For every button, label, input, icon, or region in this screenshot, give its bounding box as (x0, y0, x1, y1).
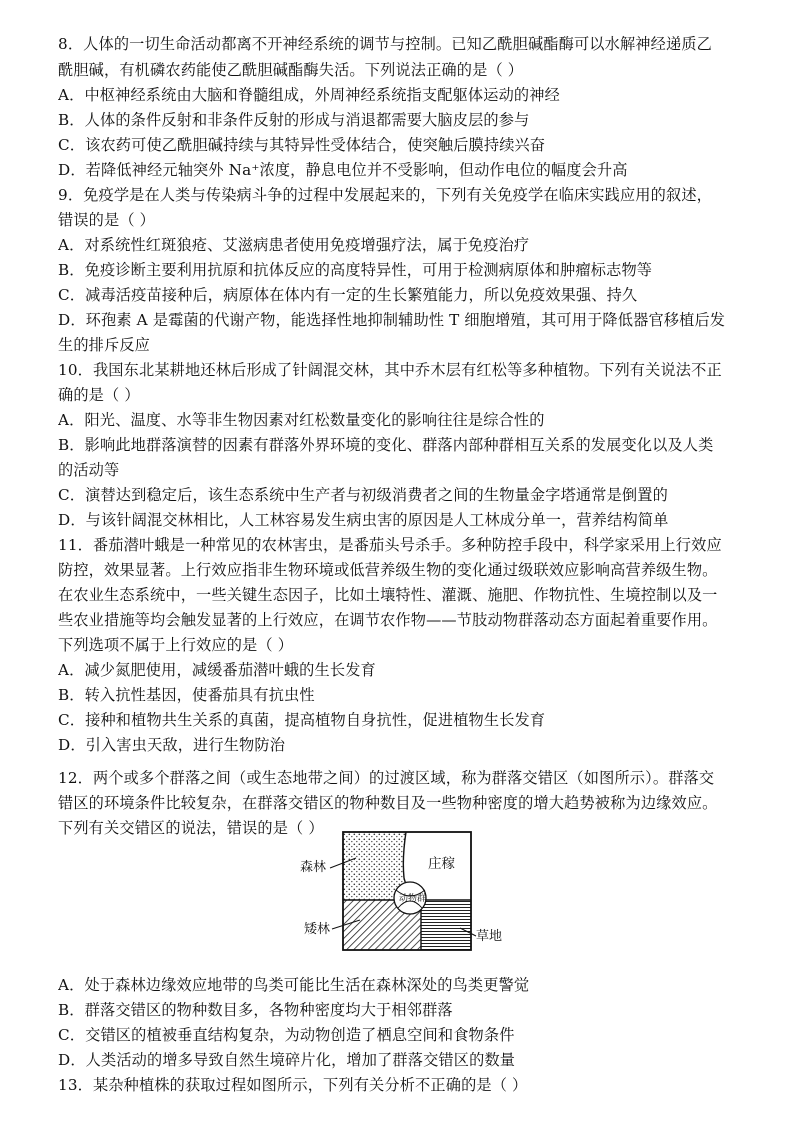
q12-option-b: B．群落交错区的物种数目多，各物种密度均大于相邻群落 (58, 1001, 453, 1019)
label-animals: 动物群 (399, 894, 427, 904)
q11-stem-line-5: 下列选项不属于上行效应的是（ ） (58, 636, 294, 654)
ecotone-figure (298, 828, 518, 958)
label-crop: 庄稼 (428, 856, 455, 872)
q11-option-d: D．引入害虫天敌，进行生物防治 (58, 736, 286, 754)
q8-option-b: B．人体的条件反射和非条件反射的形成与消退都需要大脑皮层的参与 (58, 111, 530, 129)
q9-option-d-line-1: D．环孢素 A 是霉菌的代谢产物，能选择性地抑制辅助性 T 细胞增殖，其可用于降低器官移植后发 (58, 311, 726, 329)
q9-stem-line-1: 9．免疫学是在人类与传染病斗争的过程中发展起来的，下列有关免疫学在临床实践应用的叙述， (58, 186, 712, 204)
q11-stem-line-2: 防控，效果显著。上行效应指非生物环境或低营养级生物的变化通过级联效应影响高营养级生物。 (58, 561, 718, 579)
q8-stem-line-2: 酰胆碱，有机磷农药能使乙酰胆碱酯酶失活。下列说法正确的是（ ） (58, 61, 524, 79)
q13-stem-line-1: 13．某杂种植株的获取过程如图所示，下列有关分析不正确的是（ ） (58, 1076, 528, 1094)
q11-stem-line-3: 在农业生态系统中，一些关键生态因子，比如土壤特性、灌溉、施肥、作物抗性、生境控制以及一 (58, 586, 718, 604)
q8-option-d: D．若降低神经元轴突外 Na⁺浓度，静息电位并不受影响，但动作电位的幅度会升高 (58, 161, 628, 179)
q11-option-a: A．减少氮肥使用，减缓番茄潜叶蛾的生长发育 (58, 661, 376, 679)
q12-stem-line-3: 下列有关交错区的说法，错误的是（ ） (58, 819, 324, 837)
q9-option-a: A．对系统性红斑狼疮、艾滋病患者使用免疫增强疗法，属于免疫治疗 (58, 236, 530, 254)
ecotone-diagram (298, 828, 518, 958)
q12-stem-line-2: 错区的环境条件比较复杂，在群落交错区的物种数目及一些物种密度的增大趋势被称为边缘效应。 (58, 794, 718, 812)
q10-option-c: C．演替达到稳定后，该生态系统中生产者与初级消费者之间的生物量金字塔通常是倒置的 (58, 486, 668, 504)
label-shrub: 矮林 (304, 922, 331, 937)
q10-option-a: A．阳光、温度、水等非生物因素对红松数量变化的影响往往是综合性的 (58, 411, 545, 429)
q12-option-a: A．处于森林边缘效应地带的鸟类可能比生活在森林深处的鸟类更警觉 (58, 976, 530, 994)
q10-option-b-line-1: B．影响此地群落演替的因素有群落外界环境的变化、群落内部种群相互关系的发展变化以及人类 (58, 436, 714, 454)
q10-stem-line-2: 确的是（ ） (58, 386, 140, 404)
q11-option-c: C．接种和植物共生关系的真菌，提高植物自身抗性，促进植物生长发育 (58, 711, 546, 729)
q12-option-c: C．交错区的植被垂直结构复杂，为动物创造了栖息空间和食物条件 (58, 1026, 515, 1044)
q9-stem-line-2: 错误的是（ ） (58, 211, 156, 229)
q11-option-b: B．转入抗性基因，使番茄具有抗虫性 (58, 686, 315, 704)
q10-stem-line-1: 10．我国东北某耕地还林后形成了针阔混交林，其中乔木层有红松等多种植物。下列有关说法不正 (58, 361, 722, 379)
q9-option-c: C．减毒活疫苗接种后，病原体在体内有一定的生长繁殖能力，所以免疫效果强、持久 (58, 286, 638, 304)
q11-stem-line-4: 些农业措施等均会触发显著的上行效应，在调节农作物——节肢动物群落动态方面起着重要作用。 (58, 611, 718, 629)
label-forest: 森林 (300, 860, 327, 875)
q10-option-b-line-2: 的活动等 (58, 461, 120, 479)
q8-option-c: C．该农药可使乙酰胆碱持续与其特异性受体结合，使突触后膜持续兴奋 (58, 136, 546, 154)
q12-stem-line-1: 12．两个或多个群落之间（或生态地带之间）的过渡区域，称为群落交错区（如图所示）。群落交 (58, 769, 715, 787)
q10-option-d: D．与该针阔混交林相比，人工林容易发生病虫害的原因是人工林成分单一，营养结构简单 (58, 511, 669, 529)
q8-option-a: A．中枢神经系统由大脑和脊髓组成，外周神经系统指支配躯体运动的神经 (58, 86, 560, 104)
label-grass: 草地 (476, 929, 503, 944)
q12-option-d: D．人类活动的增多导致自然生境碎片化，增加了群落交错区的数量 (58, 1051, 516, 1069)
grass-region (421, 900, 471, 950)
q9-option-d-line-2: 生的排斥反应 (58, 336, 151, 354)
q9-option-b: B．免疫诊断主要利用抗原和抗体反应的高度特异性，可用于检测病原体和肿瘤标志物等 (58, 261, 653, 279)
q8-stem-line-1: 8．人体的一切生命活动都离不开神经系统的调节与控制。已知乙酰胆碱酯酶可以水解神经递质乙 (58, 35, 712, 53)
q11-stem-line-1: 11．番茄潜叶蛾是一种常见的农林害虫，是番茄头号杀手。多种防控手段中，科学家采用上行效应 (58, 536, 722, 554)
